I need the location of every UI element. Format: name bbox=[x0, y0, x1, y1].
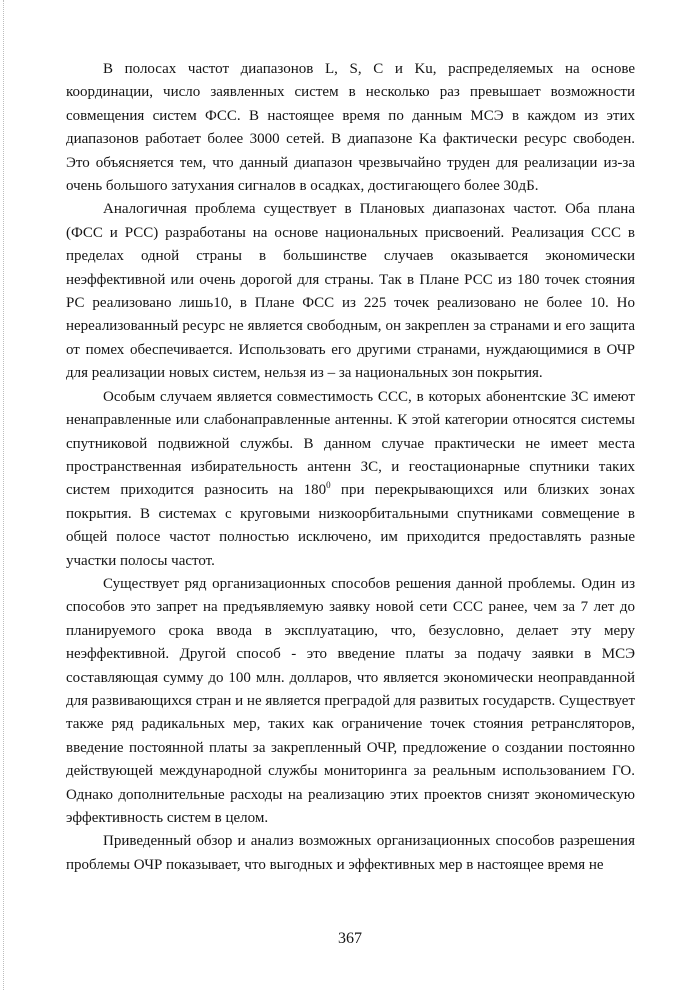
paragraph-3-text-end: при перекрывающихся или близких зонах покрытия. В системах с круговыми низкоорбитальными спутниками совмещение в общей полосе частот полностью исключено, им приходится предоставлять разные участки полосы частот. bbox=[66, 482, 635, 569]
page-number: 367 bbox=[338, 930, 362, 947]
paragraph-3 bbox=[66, 386, 635, 573]
paragraph-1: В полосах частот диапазонов L, S, C и Ku, распределяемых на основе координации, число заявленных систем в несколько раз превышает возможности совмещения систем ФСС. В настоящее время по данным МСЭ в каждом из этих диапазонов работает более 3000 сетей. В диапазоне Ka фактически ресурс свободен. Это объясняется тем, что данный диапазон чрезвычайно труден для реализации из-за очень большого затухания сигналов в осадках, достигающего более 30дБ. bbox=[66, 61, 635, 195]
body-text bbox=[66, 58, 635, 877]
page-edge-rule bbox=[3, 0, 4, 990]
paragraph-2: Аналогичная проблема существует в Плановых диапазонах частот. Оба плана (ФСС и РСС) разработаны на основе национальных присвоений. Реализация ССС в пределах одной страны в большинстве случаев оказывается экономически неэффективной или очень дорогой для страны. Так в Плане РСС из 180 точек стояния РС реализовано лишь10, в Плане ФСС из 225 точек реализовано не более 10. Но нереализованный ресурс не является свободным, он закреплен за странами и его защита от помех обеспечивается. Использовать его другими странами, нуждающимися в ОЧР для реализации новых систем, нельзя из – за национальных зон покрытия. bbox=[66, 201, 635, 382]
paragraph-3-text-start: Особым случаем является совместимость ССС, в которых абонентские ЗС имеют ненаправленные или слабонаправленные антенны. К этой категории относятся системы спутниковой подвижной службы. В данном случае практически не имеет места пространственная избирательность антенн ЗС, и геостационарные спутники таких систем приходится разносить на 180 bbox=[66, 388, 635, 499]
paragraph-4: Существует ряд организационных способов решения данной проблемы. Один из способов это запрет на предъявляемую заявку новой сети ССС ранее, чем за 7 лет до планируемого срока ввода в эксплуатацию, что, безусловно, делает эту меру неэффективной. Другой способ - это введение платы за подачу заявки в МСЭ составляющая сумму до 100 млн. долларов, что является экономически неоправданной для развивающихся стран и не является преградой для развитых государств. Существует также ряд радикальных мер, таких как ограничение точек стояния ретрансляторов, введение постоянной платы за закрепленный ОЧР, предложение о создании постоянно действующей международной службы мониторинга за реальным использованием ГО. Однако дополнительные расходы на реализацию этих проектов снизят экономическую эффективность систем в целом. bbox=[66, 575, 635, 826]
paragraph-5: Приведенный обзор и анализ возможных организационных способов разрешения проблемы ОЧР показывает, что выгодных и эффективных мер в настоящее время не bbox=[66, 833, 635, 873]
degree-superscript: 0 bbox=[326, 480, 331, 491]
